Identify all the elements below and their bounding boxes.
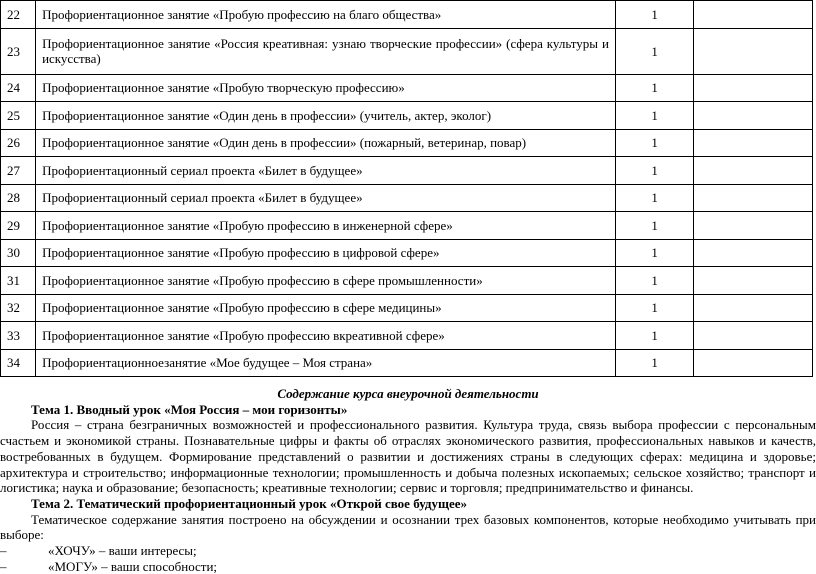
table-row: [1, 184, 813, 212]
hours-count: 1: [615, 74, 693, 102]
lesson-title: Профориентационный сериал проекта «Билет в будущее»: [36, 157, 616, 185]
table-row: [1, 28, 813, 74]
hours-count: 1: [615, 322, 693, 350]
lesson-title: Профориентационный сериал проекта «Билет в будущее»: [36, 184, 616, 212]
lesson-title: Профориентационноезанятие «Мое будущее – Моя страна»: [36, 349, 616, 377]
hours-count: 1: [615, 1, 693, 29]
lesson-title: Профориентационное занятие «Пробую профессию в сфере промышленности»: [36, 267, 616, 295]
table-row: [1, 267, 813, 295]
lesson-title: Профориентационное занятие «Пробую профессию в сфере медицины»: [36, 294, 616, 322]
row-number: 31: [1, 267, 36, 295]
notes-cell: [694, 157, 813, 185]
course-content: [0, 386, 816, 574]
notes-cell: [694, 267, 813, 295]
row-number: 22: [1, 1, 36, 29]
notes-cell: [694, 349, 813, 377]
hours-count: 1: [615, 102, 693, 130]
lesson-title: Профориентационное занятие «Пробую профессию в инженерной сфере»: [36, 212, 616, 240]
row-number: 27: [1, 157, 36, 185]
table-row: [1, 74, 813, 102]
lesson-title: Профориентационное занятие «Россия креативная: узнаю творческие профессии» (сфера культуры и искусства): [36, 28, 616, 74]
topic-2-text: Тематическое содержание занятия построено на обсуждении и осознании трех базовых компонентов, которые необходимо учитывать при выборе:: [0, 511, 816, 543]
hours-count: 1: [615, 184, 693, 212]
notes-cell: [694, 294, 813, 322]
hours-count: 1: [615, 349, 693, 377]
row-number: 28: [1, 184, 36, 212]
table-row: [1, 212, 813, 240]
notes-cell: [694, 212, 813, 240]
lesson-title: Профориентационное занятие «Пробую профессию в цифровой сфере»: [36, 239, 616, 267]
table-row: [1, 102, 813, 130]
hours-count: 1: [615, 129, 693, 157]
list-item-text: «МОГУ» – ваши способности;: [48, 558, 218, 574]
table-row: [1, 294, 813, 322]
list-item: [0, 559, 816, 574]
section-heading: Содержание курса внеурочной деятельности: [277, 386, 539, 401]
notes-cell: [694, 102, 813, 130]
notes-cell: [694, 239, 813, 267]
hours-count: 1: [615, 157, 693, 185]
table-row: [1, 322, 813, 350]
hours-count: 1: [615, 267, 693, 295]
lesson-title: Профориентационное занятие «Один день в профессии» (учитель, актер, эколог): [36, 102, 616, 130]
row-number: 33: [1, 322, 36, 350]
notes-cell: [694, 1, 813, 29]
notes-cell: [694, 74, 813, 102]
topic-1-text: Россия – страна безграничных возможностей и профессионального развития. Культура труда, связь выбора профессии с персональным счастьем и экономикой страны. Познавательные цифры и факты об отраслях экономического развития, профессиональных навыков и качеств, востребованных в будущем. Формирование представлений о развитии и достижениях страны в следующих сферах: медицина и здоровье; архитектура и строительство; информационные технологии; промышленность и добыча полезных ископаемых; сельское хозяйство; транспорт и логистика; наука и образование; безопасность; креативные технологии; сервис и торговля; предпринимательство и финансы.: [0, 417, 816, 496]
row-number: 32: [1, 294, 36, 322]
row-number: 30: [1, 239, 36, 267]
topic-1-title: Тема 1. Вводный урок «Моя Россия – мои горизонты»: [31, 401, 348, 417]
dash-marker: –: [0, 543, 7, 559]
row-number: 25: [1, 102, 36, 130]
notes-cell: [694, 129, 813, 157]
table-row: [1, 1, 813, 29]
row-number: 34: [1, 349, 36, 377]
lesson-title: Профориентационное занятие «Пробую творческую профессию»: [36, 74, 616, 102]
table-row: [1, 129, 813, 157]
table-row: [1, 157, 813, 185]
hours-count: 1: [615, 294, 693, 322]
topic-2-title: Тема 2. Тематический профориентационный урок «Открой свое будущее»: [31, 495, 467, 511]
notes-cell: [694, 322, 813, 350]
row-number: 24: [1, 74, 36, 102]
lesson-title: Профориентационное занятие «Один день в профессии» (пожарный, ветеринар, повар): [36, 129, 616, 157]
lesson-title: Профориентационное занятие «Пробую профессию вкреативной сфере»: [36, 322, 616, 350]
dash-marker: –: [0, 558, 7, 574]
notes-cell: [694, 184, 813, 212]
notes-cell: [694, 28, 813, 74]
hours-count: 1: [615, 239, 693, 267]
row-number: 26: [1, 129, 36, 157]
list-item: [0, 543, 816, 559]
lesson-title: Профориентационное занятие «Пробую профессию на благо общества»: [36, 1, 616, 29]
hours-count: 1: [615, 28, 693, 74]
row-number: 29: [1, 212, 36, 240]
row-number: 23: [1, 28, 36, 74]
table-row: [1, 239, 813, 267]
hours-count: 1: [615, 212, 693, 240]
component-list: [0, 543, 816, 574]
list-item-text: «ХОЧУ» – ваши интересы;: [48, 543, 197, 559]
table-row: [1, 349, 813, 377]
